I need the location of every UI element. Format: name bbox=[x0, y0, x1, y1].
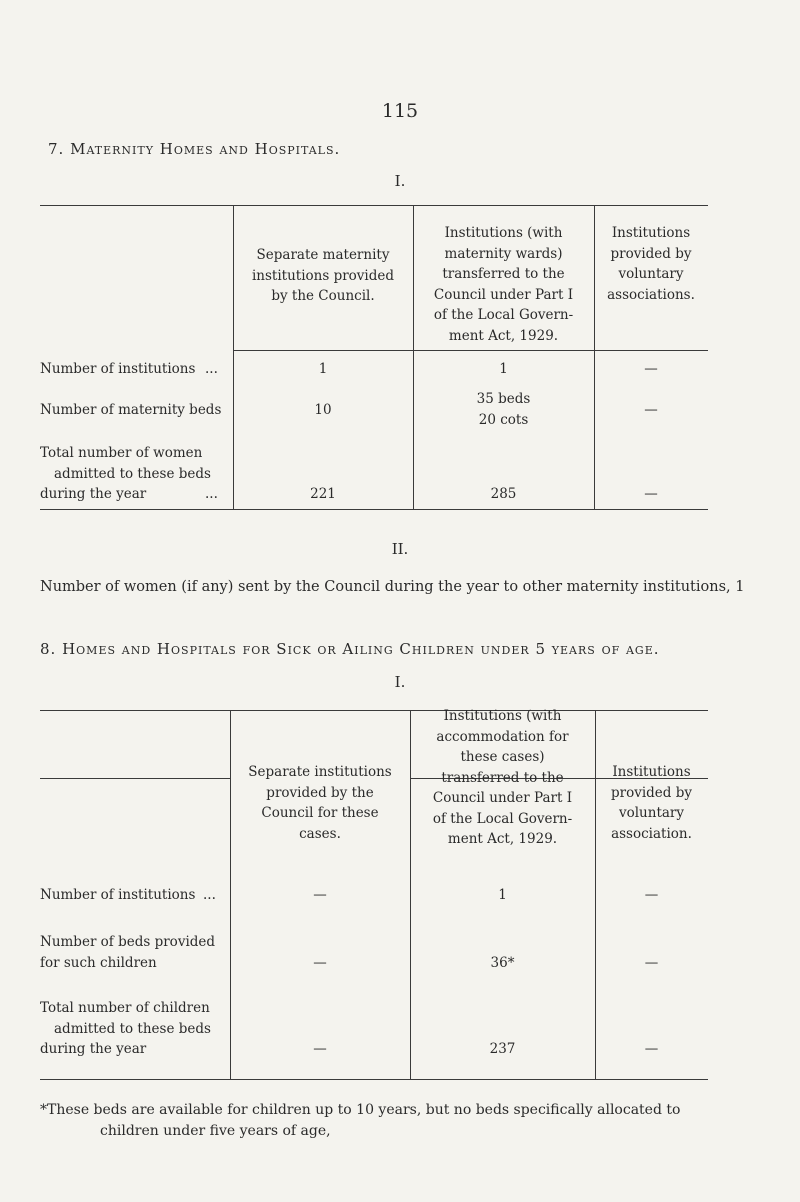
table-cell: — bbox=[644, 955, 659, 971]
footnote-line: *These beds are available for children up to 10 years, but no beds specifically allocated to bbox=[40, 1102, 681, 1118]
leader-dots: ... bbox=[205, 361, 218, 377]
table-cell: — bbox=[644, 1041, 659, 1057]
table-top-rule bbox=[40, 710, 708, 711]
header-line: provided by bbox=[610, 245, 692, 262]
column-header-separate-institutions bbox=[230, 762, 410, 844]
table-cell: 1 bbox=[318, 361, 328, 377]
row-label-number-of-institutions bbox=[40, 885, 228, 906]
header-line: ment Act, 1929. bbox=[448, 327, 559, 344]
row-label-text: Number of institutions bbox=[40, 361, 196, 377]
section-7-heading: 7. Maternity Homes and Hospitals. bbox=[48, 140, 341, 158]
row-label-line: Number of beds provided bbox=[40, 934, 216, 950]
column-header-voluntary bbox=[594, 223, 708, 305]
section-7-part-1-label: I. bbox=[394, 172, 406, 190]
header-line: transferred to the bbox=[442, 266, 565, 282]
table-cell: 285 bbox=[490, 486, 517, 502]
table-cell: — bbox=[644, 887, 659, 903]
row-label-text: Number of institutions bbox=[40, 887, 196, 903]
sick-children-table bbox=[40, 710, 708, 1080]
header-line: ment Act, 1929. bbox=[447, 831, 558, 847]
part-2-text: Number of women (if any) sent by the Council during the year to other maternity institutions, 1 bbox=[40, 579, 745, 595]
header-bottom-rule bbox=[40, 778, 230, 779]
row-label-total-women-admitted bbox=[40, 443, 230, 505]
footnote bbox=[40, 1100, 760, 1142]
row-label-line: for such children bbox=[40, 954, 157, 971]
table-cell: 1 bbox=[498, 887, 507, 903]
footnote-line: children under five years of age, bbox=[100, 1123, 331, 1139]
leader-dots: ... bbox=[203, 887, 216, 903]
row-label-maternity-beds: Number of maternity beds bbox=[40, 402, 222, 418]
row-label-line: admitted to these beds bbox=[54, 465, 211, 482]
table-cell: — bbox=[644, 486, 658, 502]
header-line: cases. bbox=[299, 825, 341, 842]
table-top-rule bbox=[40, 205, 708, 206]
header-line: Institutions (with bbox=[443, 708, 562, 724]
header-line: Council for these bbox=[261, 805, 379, 821]
header-line: accommodation for bbox=[436, 728, 569, 745]
table-cell: — bbox=[644, 402, 658, 418]
header-line: by the Council. bbox=[271, 288, 375, 304]
header-line: Separate institutions bbox=[248, 764, 392, 780]
header-line: provided by bbox=[611, 784, 692, 801]
row-label-line: admitted to these beds bbox=[54, 1020, 211, 1037]
column-header-transferred-institutions bbox=[413, 223, 594, 346]
row-label-number-of-institutions bbox=[40, 359, 230, 380]
column-header-voluntary bbox=[595, 762, 708, 844]
table-cell: — bbox=[313, 955, 327, 971]
table-cell: 1 bbox=[499, 361, 508, 377]
header-line: voluntary bbox=[618, 805, 684, 821]
table-cell: 10 bbox=[314, 402, 332, 418]
table-cell: — bbox=[313, 1041, 327, 1057]
header-line: association. bbox=[611, 825, 692, 842]
page-number: 115 bbox=[381, 100, 419, 122]
header-line: these cases) bbox=[460, 749, 545, 765]
row-label-line: Total number of children bbox=[40, 1000, 210, 1016]
row-label-text: during the year bbox=[40, 486, 147, 502]
cell-line: 20 cots bbox=[478, 411, 529, 428]
header-line: Separate maternity bbox=[256, 247, 390, 263]
header-line: associations. bbox=[607, 286, 695, 303]
header-line: Institutions (with bbox=[444, 225, 563, 241]
table-cell: — bbox=[313, 887, 327, 903]
row-label-line: Total number of women bbox=[40, 445, 203, 461]
header-line: Council under Part I bbox=[433, 286, 574, 303]
table-cell: 36* bbox=[490, 955, 515, 971]
header-line: institutions provided bbox=[251, 267, 395, 284]
section-8-part-1-label: I. bbox=[394, 673, 406, 691]
section-7-part-2-label: II. bbox=[391, 540, 409, 558]
header-line: of the Local Govern- bbox=[432, 810, 573, 827]
header-line: maternity wards) bbox=[444, 245, 563, 262]
table-cell: 237 bbox=[489, 1041, 516, 1057]
column-header-transferred-institutions bbox=[410, 706, 595, 850]
header-line: Council under Part I bbox=[432, 790, 573, 806]
header-line: Institutions bbox=[611, 225, 691, 241]
table-cell: — bbox=[644, 361, 658, 377]
header-line: of the Local Govern- bbox=[433, 307, 574, 323]
table-bottom-rule bbox=[40, 1079, 708, 1080]
leader-dots: ... bbox=[205, 486, 218, 502]
section-8-heading: 8. Homes and Hospitals for Sick or Ailing Children under 5 years of age. bbox=[40, 640, 660, 658]
row-label-line bbox=[40, 484, 230, 505]
header-line: Institutions bbox=[612, 764, 691, 780]
maternity-table bbox=[40, 205, 708, 510]
row-label-line: during the year bbox=[40, 1041, 147, 1057]
table-bottom-rule bbox=[40, 509, 708, 510]
row-label-total-children-admitted bbox=[40, 998, 211, 1060]
header-bottom-rule bbox=[233, 350, 708, 351]
header-line: provided by the bbox=[266, 784, 374, 801]
header-line: transferred to the bbox=[441, 769, 564, 786]
row-label-beds-provided bbox=[40, 932, 215, 973]
cell-line: 35 beds bbox=[476, 391, 531, 407]
header-line: voluntary bbox=[618, 266, 684, 282]
table-cell: 221 bbox=[310, 486, 336, 502]
table-cell bbox=[413, 389, 594, 430]
column-header-separate-maternity bbox=[233, 245, 413, 307]
